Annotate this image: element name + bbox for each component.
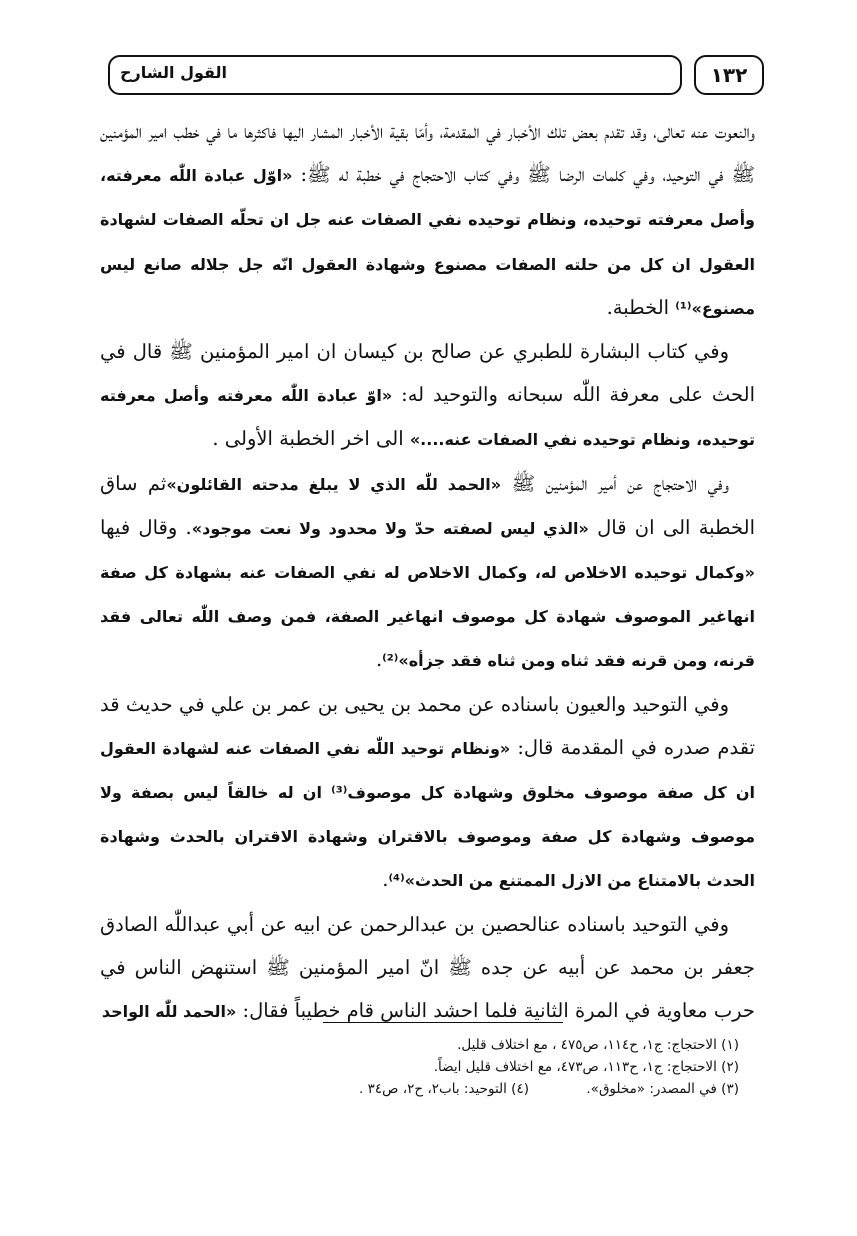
quoted-text: «اوّ عبادة اللّٰه معرفته وأصل معرفته توحيده، ونظام توحيده نفي الصفات عنه....»	[100, 386, 755, 450]
page-header	[108, 55, 764, 99]
footnote-3: (٣) في المصدر: «مخلوق».	[586, 1081, 739, 1097]
body-segment: وفي التوحيد باسناده عنالحصين بن عبدالرحمن عن ابيه عن أبي عبداللّٰه الصادق جعفر بن محمد عن أبيه عن جده ﷺ انّ امير المؤمنين ﷺ استنهض الناس في حرب معاوية في المرة الثانية فلما احشد الناس قام خطيباً فقال:	[100, 912, 755, 1023]
quoted-text: «ونظام توحيد اللّٰه نفي الصفات عنه لشهادة العقول ان كل صفة موصوف مخلوق وشهادة كل موصوف⁽³⁾ ان له خالقاً ليس بصفة ولا موصوف وشهادة كل صفة وموصوف بالاقتران وشهادة الاقتران بالحدث وشهادة الحدث بالامتناع من الازل الممتنع من الحدث»⁽⁴⁾	[100, 738, 755, 891]
body-segment: الخطبة.	[606, 295, 676, 319]
body-segment: وفي التوحيد والعيون باسناده عن محمد بن يحيى بن عمر بن علي في حديث قد تقدم صدره في المقدمة قال:	[100, 692, 755, 759]
body-segment: وفي الاحتجاج عن أمير المؤمنين ﷺ	[501, 471, 730, 495]
footnote-4: (٤) التوحيد: باب٢، ح٢، ص٣٤ .	[359, 1081, 529, 1097]
quoted-text: «الذي ليس لصفته حدّ ولا محدود ولا نعت موجود»	[191, 518, 589, 538]
quoted-text: «الحمد للّٰه الذي لا يبلغ مدحته القائلون»	[166, 474, 502, 494]
running-title-box	[108, 55, 682, 95]
paragraph	[100, 683, 755, 903]
body-segment: .	[382, 868, 389, 892]
paragraph	[100, 330, 755, 462]
body-text	[100, 110, 755, 1033]
footnote-row	[100, 1078, 755, 1100]
quoted-text: «اوّل عبادة اللّٰه معرفته، وأصل معرفته توحيده، ونظام توحيده نفي الصفات عنه جل ان تحلّه الصفات لشهادة العقول ان كل من حلته الصفات مصنوع وشهادة العقول انّه جل جلاله صانع ليس مصنوع»⁽¹⁾	[100, 166, 755, 318]
paragraph	[100, 462, 755, 683]
footnote-divider	[323, 1022, 563, 1023]
footnotes	[100, 1034, 755, 1100]
body-segment: وفي كتاب البشارة للطبري عن صالح بن كيسان ان امير المؤمنين ﷺ قال في الحث على معرفة اللّٰه سبحانه والتوحيد له:	[100, 340, 755, 407]
footnote-2: (٢) الاحتجاج: ج١، ح١١٣، ص٤٧٣، مع اختلاف قليل ايضاً.	[433, 1059, 739, 1075]
page-number: ١٣٢	[710, 63, 748, 87]
body-segment: . وقال فيها	[100, 515, 192, 539]
body-segment: ثم ساق الخطبة الى ان قال	[100, 471, 756, 539]
body-segment: والنعوت عنه تعالى، وقد تقدم بعض تلك الأخبار في المقدمة، وأمّا بقية الأخبار المشار اليها فاكثرها ما في خطب امير المؤمنين ﷺ في التوحيد، وفي كلمات الرضا ﷺ وفي كتاب الاحتجاج في خطبة له ﷺ:	[100, 120, 756, 187]
paragraph	[100, 110, 755, 330]
running-title: القول الشارح	[120, 63, 228, 82]
quoted-text: «وكمال توحيده الاخلاص له، وكمال الاخلاص له نفي الصفات عنه بشهادة كل صفة انهاغير الموصوف شهادة كل موصوف انهاغير الصفة، فمن وصف اللّٰه تعالى فقد قرنه، ومن قرنه فقد ثناه ومن ثناه فقد جزأه»⁽²⁾	[100, 563, 755, 671]
page-number-box	[694, 55, 764, 95]
quoted-text: «الحمد للّٰه الواحد	[101, 1002, 237, 1022]
body-segment: .	[375, 648, 383, 672]
paragraph	[100, 903, 755, 1034]
footnote-1: (١) الاحتجاج: ج١، ح١١٤، ص٤٧٥ ، مع اختلاف قليل.	[457, 1037, 739, 1053]
body-segment: الى اخر الخطبة الأولى .	[212, 427, 410, 451]
